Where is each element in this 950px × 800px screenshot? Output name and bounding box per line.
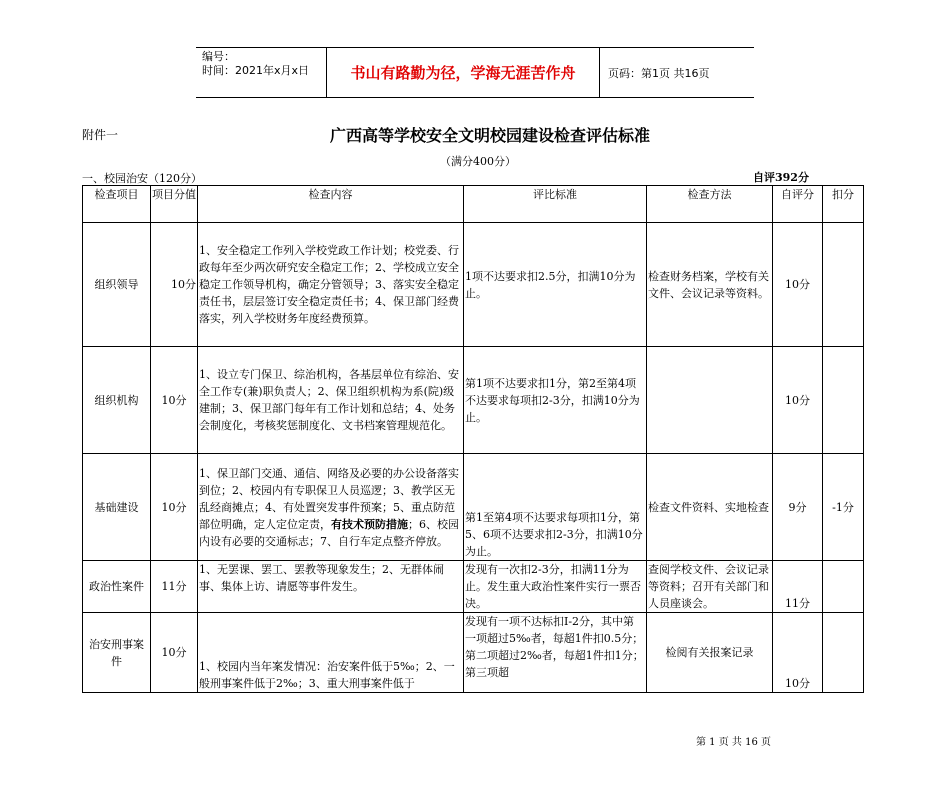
- row-content: [198, 454, 464, 561]
- row-content: 1、设立专门保卫、综治机构，各基层单位有综治、安全工作专(兼)职负责人；2、保卫组织机构为系(院)级建制；3、保卫部门每年有工作计划和总结；4、处务会制度化，考核奖惩制度化、文书档案管理规范化。: [198, 347, 464, 454]
- attachment-label: 附件一: [82, 128, 119, 142]
- col-header-method: 检查方法: [647, 186, 773, 223]
- document-title: 广西高等学校安全文明校园建设检查评估标准: [330, 126, 651, 145]
- row-points: 10分: [151, 223, 198, 347]
- col-header-deduct: 扣分: [823, 186, 864, 223]
- row-item: 组织机构: [83, 347, 151, 454]
- header-motto: 书山有路勤为径，学海无涯苦作舟: [326, 48, 600, 97]
- header-meta: [202, 50, 309, 78]
- document-header: [196, 47, 754, 98]
- row-standard: 发现有一项不达标扣I-2分，其中第一项超过5‰者，每超1件扣0.5分；第二项超过2‰者，每超1件扣1分；第三项超: [464, 613, 647, 693]
- row-content-emphasis: 有技术预防措施: [331, 517, 408, 531]
- row-deduct: -1分: [823, 454, 864, 561]
- page-footer: 第 1 页 共 16 页: [696, 737, 771, 748]
- row-content: 1、校园内当年案发情况：治安案件低于5‰；2、一般刑事案件低于2‰；3、重大刑事案件低于: [198, 613, 464, 693]
- row-self-score: 10分: [773, 613, 823, 693]
- row-points: 10分: [151, 347, 198, 454]
- row-deduct: [823, 347, 864, 454]
- row-method: 检查文件资料、实地检查: [647, 454, 773, 561]
- table-row: [83, 613, 864, 693]
- row-item: 治安刑事案件: [83, 613, 151, 693]
- document-subtitle: （满分400分）: [440, 155, 516, 168]
- table-row: [83, 561, 864, 613]
- col-header-item: 检查项目: [83, 186, 151, 223]
- col-header-points: 项目分值: [151, 186, 198, 223]
- row-points: 10分: [151, 613, 198, 693]
- row-deduct: [823, 613, 864, 693]
- row-standard: 第1项不达要求扣1分，第2至第4项不达要求每项扣2-3分，扣满10分为止。: [464, 347, 647, 454]
- row-self-score: 9分: [773, 454, 823, 561]
- table-row: [83, 223, 864, 347]
- col-header-content: 检查内容: [198, 186, 464, 223]
- row-self-score: 10分: [773, 223, 823, 347]
- row-method: 检阅有关报案记录: [647, 613, 773, 693]
- row-standard: 1项不达要求扣2.5分，扣满10分为止。: [464, 223, 647, 347]
- row-points: 10分: [151, 454, 198, 561]
- evaluation-table: [82, 185, 864, 693]
- row-method: 查阅学校文件、会议记录等资料；召开有关部门和人员座谈会。: [647, 561, 773, 613]
- col-header-standard: 评比标准: [464, 186, 647, 223]
- table-row: [83, 454, 864, 561]
- col-header-self-score: 自评分: [773, 186, 823, 223]
- table-row: [83, 347, 864, 454]
- row-self-score: 10分: [773, 347, 823, 454]
- row-item: 政治性案件: [83, 561, 151, 613]
- section-heading: 一、校园治安（120分）: [82, 172, 202, 185]
- row-method: 检查财务档案，学校有关文件、会议记录等资料。: [647, 223, 773, 347]
- row-points: 11分: [151, 561, 198, 613]
- row-standard: 发现有一次扣2-3分，扣满11分为止。发生重大政治性案件实行一票否决。: [464, 561, 647, 613]
- row-self-score: 11分: [773, 561, 823, 613]
- row-item: 组织领导: [83, 223, 151, 347]
- self-score-total: 自评392分: [753, 171, 809, 184]
- row-deduct: [823, 561, 864, 613]
- row-content: 1、安全稳定工作列入学校党政工作计划；校党委、行政每年至少两次研究安全稳定工作；2、学校成立安全稳定工作领导机构，确定分管领导；3、落实安全稳定责任书，层层签订安全稳定责任书；4、保卫部门经费落实，列入学校财务年度经费预算。: [198, 223, 464, 347]
- doc-time-label: 时间：2021年x月x日: [202, 64, 310, 77]
- row-content: 1、无罢课、罢工、罢教等现象发生；2、无群体闹事、集体上访、请愿等事件发生。: [198, 561, 464, 613]
- row-content-part: 1、保卫部门交通、通信、网络及必要的办公设备落实到位；2、校园内有专职保卫人员巡逻；3、教学区无乱经商摊点；4、有处置突发事件预案；5、重点防范部位明确，定人定位定责，: [199, 466, 459, 531]
- header-page-label: 页码：第1页 共16页: [608, 67, 710, 80]
- row-content-part: ；6、校园内设有必要的交通标志；7、自行车定点整齐停放。: [199, 517, 459, 548]
- row-item: 基础建设: [83, 454, 151, 561]
- table-header-row: [83, 186, 864, 223]
- row-standard: 第1至第4项不达要求每项扣1分，第5、6项不达要求扣2-3分，扣满10分为止。: [464, 454, 647, 561]
- row-method: [647, 347, 773, 454]
- row-deduct: [823, 223, 864, 347]
- doc-number-label: 编号：: [202, 50, 235, 63]
